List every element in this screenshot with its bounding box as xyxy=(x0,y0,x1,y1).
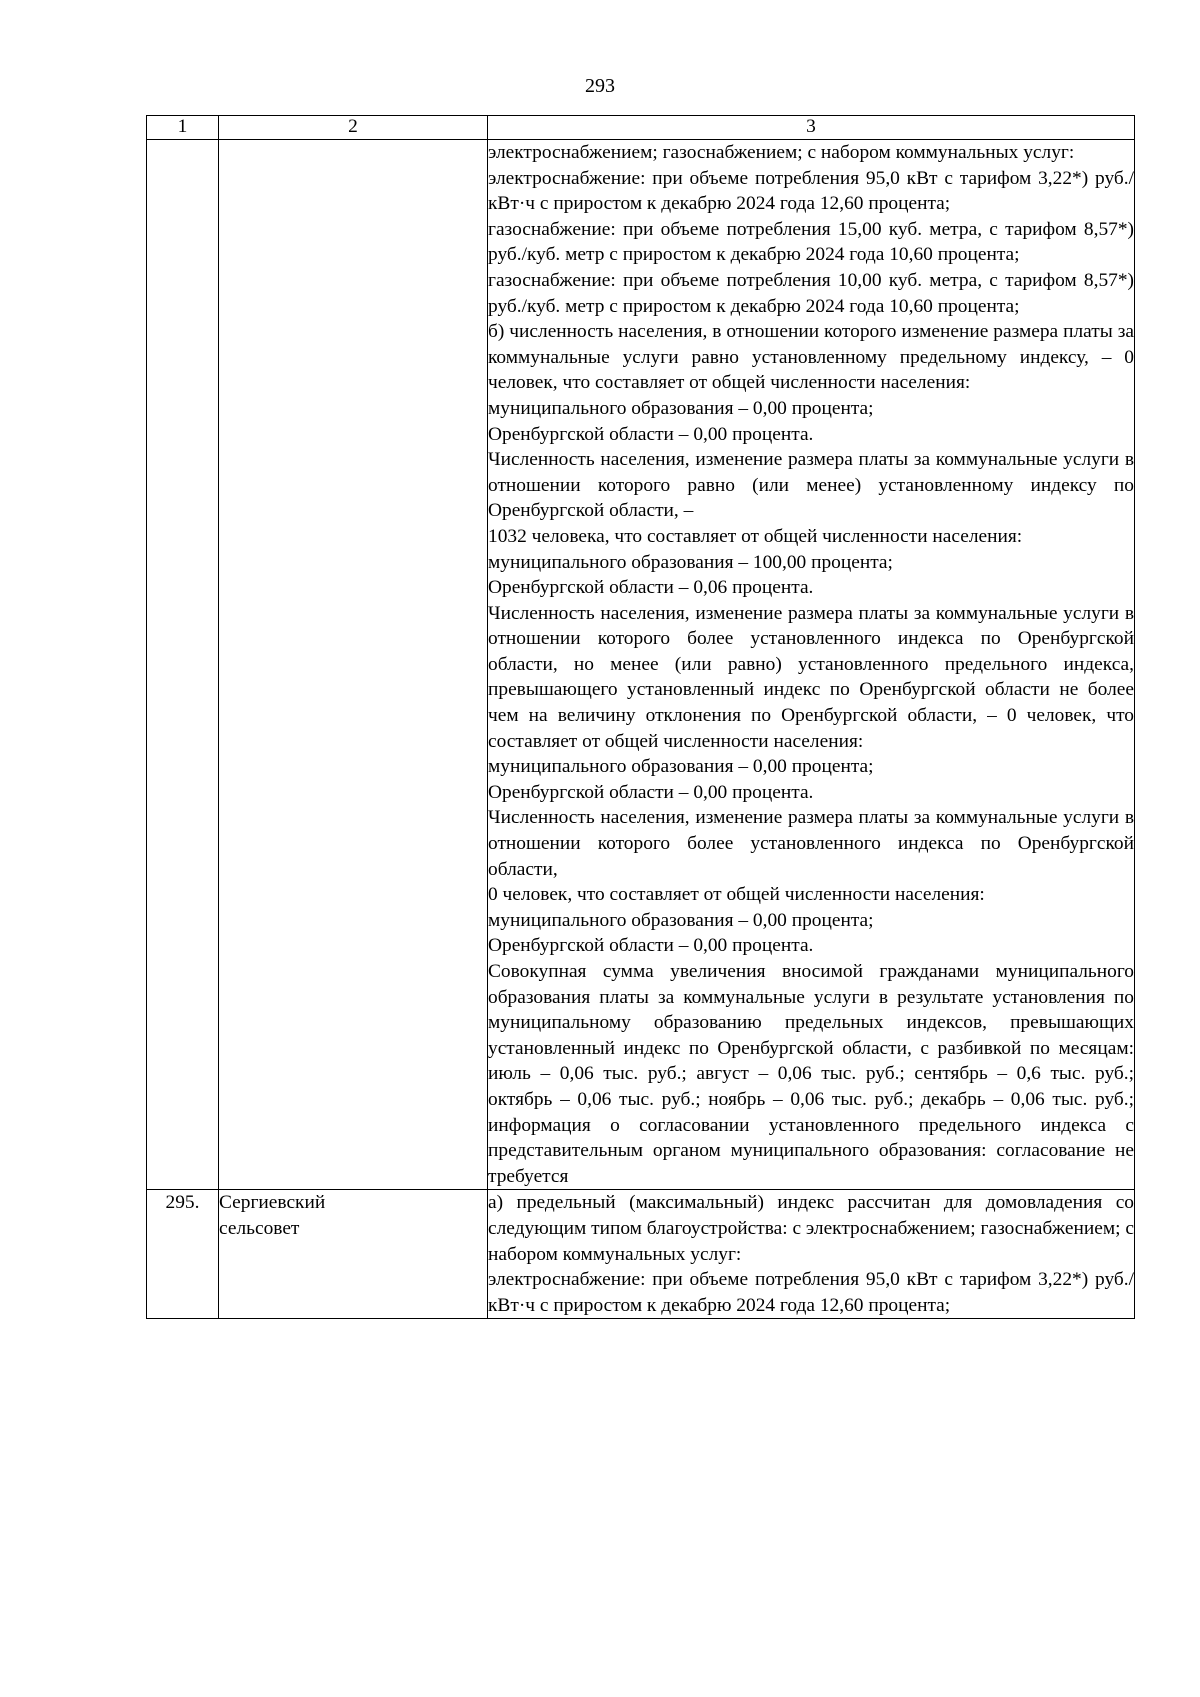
document-table xyxy=(146,115,1135,1319)
content-paragraph: 0 человек, что составляет от общей численности населения: xyxy=(488,884,985,906)
table-row-continuation xyxy=(147,140,1135,1190)
table-row-295 xyxy=(147,1190,1135,1319)
row-number-cell xyxy=(147,140,219,1190)
content-paragraph: электроснабжением; газоснабжением; с набором коммунальных услуг: xyxy=(488,142,1075,163)
content-paragraph: муниципального образования – 0,00 процента; xyxy=(488,397,874,419)
content-paragraph: Численность населения, изменение размера платы за коммунальные услуги в отношении которого равно (или менее) установленному индексу по Оренбургской области, – xyxy=(488,449,1134,522)
column-header-name: 2 xyxy=(219,116,488,140)
row-number-cell: 295. xyxy=(147,1190,219,1319)
content-paragraph: б) численность населения, в отношении которого изменение размера платы за коммунальные услуги равно установленному предельному индексу, – 0 человек, что составляет от общей численности населения: xyxy=(488,321,1134,394)
table-header-row xyxy=(147,116,1135,140)
column-header-content: 3 xyxy=(488,116,1135,140)
content-paragraph: электроснабжение: при объеме потребления 95,0 кВт с тарифом 3,22*) руб./кВт·ч с приростом к декабрю 2024 года 12,60 процента; xyxy=(488,1269,1134,1316)
content-paragraph: газоснабжение: при объеме потребления 15,00 куб. метра, с тарифом 8,57*) руб./куб. метр с приростом к декабрю 2024 года 10,60 процента; xyxy=(488,218,1134,266)
content-paragraph: 1032 человека, что составляет от общей численности населения: xyxy=(488,525,1023,547)
content-paragraph: газоснабжение: при объеме потребления 10,00 куб. метра, с тарифом 8,57*) руб./куб. метр с приростом к декабрю 2024 года 10,60 процента; xyxy=(488,269,1134,317)
municipality-name-line: Сергиевский xyxy=(219,1192,326,1214)
page-number: 293 xyxy=(585,75,615,97)
municipality-name-line: сельсовет xyxy=(219,1217,300,1239)
content-paragraph: Оренбургской области – 0,06 процента. xyxy=(488,577,814,599)
index-description-cell xyxy=(488,1190,1135,1319)
content-paragraph: муниципального образования – 0,00 процента; xyxy=(488,909,874,931)
content-paragraph: Оренбургской области – 0,00 процента. xyxy=(488,935,814,957)
content-paragraph: Оренбургской области – 0,00 процента. xyxy=(488,781,814,803)
content-paragraph: Численность населения, изменение размера платы за коммунальные услуги в отношении которого более установленного индекса по Оренбургской области, но менее (или равно) установленного предельного индекса, превышающего установленный индекс по Оренбургской области не более чем на величину отклонения по Оренбургской области, – 0 человек, что составляет от общей численности населения: xyxy=(488,602,1134,752)
column-header-number: 1 xyxy=(147,116,219,140)
municipality-name-cell xyxy=(219,1190,488,1319)
index-description-cell xyxy=(488,140,1135,1190)
content-paragraph: Совокупная сумма увеличения вносимой гражданами муниципального образования платы за коммунальные услуги в результате установления по муниципальному образованию предельных индексов, превышающих установленный индекс по Оренбургской области, с разбивкой по месяцам: июль – 0,06 тыс. руб.; август – 0,06 тыс. руб.; сентябрь – 0,6 тыс. руб.; октябрь – 0,06 тыс. руб.; ноябрь – 0,06 тыс. руб.; декабрь – 0,06 тыс. руб.; информация о согласовании установленного предельного индекса с представительным органом муниципального образования: согласование не требуется xyxy=(488,961,1134,1187)
content-paragraph: муниципального образования – 100,00 процента; xyxy=(488,551,893,573)
content-paragraph: электроснабжение: при объеме потребления 95,0 кВт с тарифом 3,22*) руб./кВт·ч с приростом к декабрю 2024 года 12,60 процента; xyxy=(488,167,1134,215)
content-paragraph: Численность населения, изменение размера платы за коммунальные услуги в отношении которого более установленного индекса по Оренбургской области, xyxy=(488,807,1134,880)
content-paragraph: муниципального образования – 0,00 процента; xyxy=(488,756,874,778)
content-paragraph: Оренбургской области – 0,00 процента. xyxy=(488,423,814,445)
content-paragraph: а) предельный (максимальный) индекс рассчитан для домовладения со следующим типом благоустройства: с электроснабжением; газоснабжением; с набором коммунальных услуг: xyxy=(488,1192,1134,1265)
municipality-name-cell xyxy=(219,140,488,1190)
